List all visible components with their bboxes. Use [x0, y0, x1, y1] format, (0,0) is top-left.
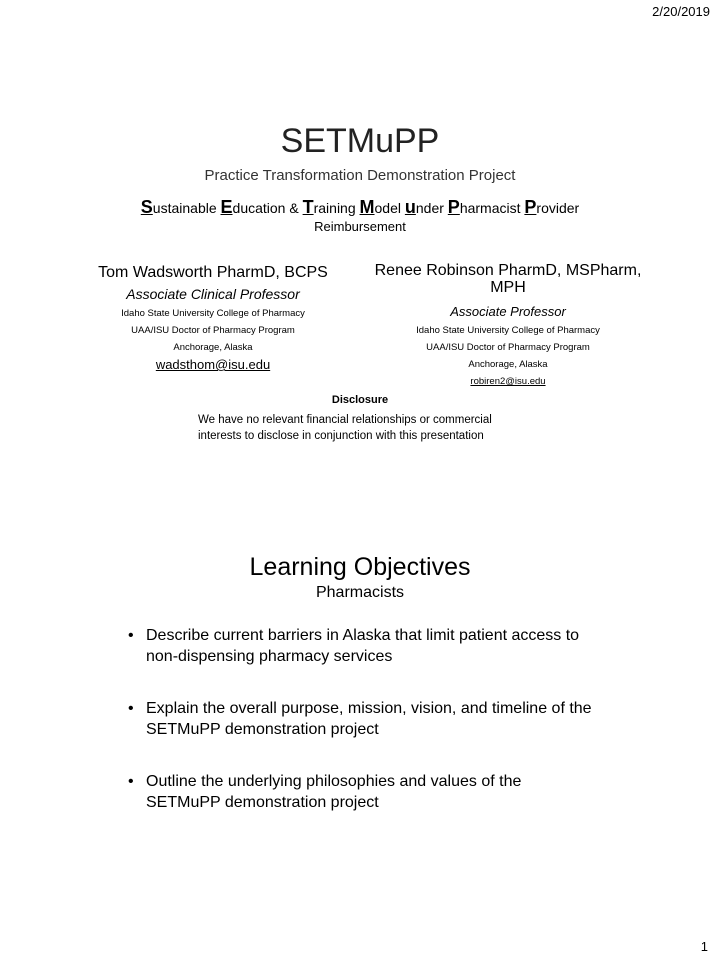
presenter-wadsworth: [78, 264, 348, 372]
acronym-word: nder: [415, 200, 448, 216]
acronym-letter: P: [447, 197, 460, 217]
bullet-icon: •: [128, 773, 134, 790]
acronym-word: ustainable: [152, 200, 221, 216]
presenter-email-link[interactable]: robiren2@isu.edu: [470, 376, 546, 387]
page-number: 1: [700, 939, 708, 954]
acronym-letter: P: [524, 197, 537, 217]
handout-date: 2/20/2019: [652, 4, 710, 19]
objective-text: Explain the overall purpose, mission, vision, and timeline of the SETMuPP demonstration project: [146, 700, 592, 738]
objective-text: Describe current barriers in Alaska that limit patient access to non-dispensing pharmacy services: [146, 627, 580, 665]
presenter-robinson: [360, 262, 656, 387]
disclosure-text: We have no relevant financial relationships or commercial interests to disclose in conjunction with this presentation: [198, 414, 492, 442]
objective-item: [128, 625, 598, 667]
slide-subtitle: Practice Transformation Demonstration Project: [204, 167, 516, 184]
acronym-line-2: Reimbursement: [314, 219, 406, 234]
presenter-program: UAA/ISU Doctor of Pharmacy Program: [426, 342, 590, 353]
presenter-institution: Idaho State University College of Pharmacy: [121, 308, 305, 319]
objective-text: Outline the underlying philosophies and values of the SETMuPP demonstration project: [146, 773, 522, 811]
presenter-role: Associate Professor: [450, 304, 566, 319]
acronym-word: harmacist: [459, 200, 525, 216]
presenter-name: Tom Wadsworth PharmD, BCPS: [98, 264, 328, 281]
acronym-word: odel: [374, 200, 405, 216]
slide-1: [0, 0, 720, 460]
slide-title: SETMuPP: [280, 122, 440, 160]
acronym-word: raining: [313, 200, 360, 216]
presenter-institution: Idaho State University College of Pharmacy: [416, 325, 600, 336]
bullet-icon: •: [128, 700, 134, 717]
acronym-word: ducation &: [232, 200, 303, 216]
presenter-location: Anchorage, Alaska: [173, 342, 253, 353]
acronym-letter: S: [140, 197, 153, 217]
acronym-letter: u: [404, 197, 416, 217]
learning-objectives-subtitle: Pharmacists: [315, 584, 405, 601]
presenter-email-link[interactable]: wadsthom@isu.edu: [155, 357, 271, 372]
objectives-list: [128, 625, 598, 844]
acronym-word: rovider: [536, 200, 580, 216]
presenter-location: Anchorage, Alaska: [468, 359, 548, 370]
acronym-letter: M: [359, 197, 375, 217]
disclosure-heading: Disclosure: [331, 394, 389, 406]
acronym-expansion: [0, 197, 720, 218]
learning-objectives-title: Learning Objectives: [249, 553, 471, 581]
objective-item: [128, 771, 598, 813]
presenter-role: Associate Clinical Professor: [126, 286, 300, 302]
acronym-letter: E: [220, 197, 233, 217]
bullet-icon: •: [128, 627, 134, 644]
presenter-name: Renee Robinson PharmD, MSPharm, MPH: [374, 262, 642, 296]
acronym-letter: T: [302, 197, 314, 217]
objective-item: [128, 698, 598, 740]
presenter-program: UAA/ISU Doctor of Pharmacy Program: [131, 325, 295, 336]
